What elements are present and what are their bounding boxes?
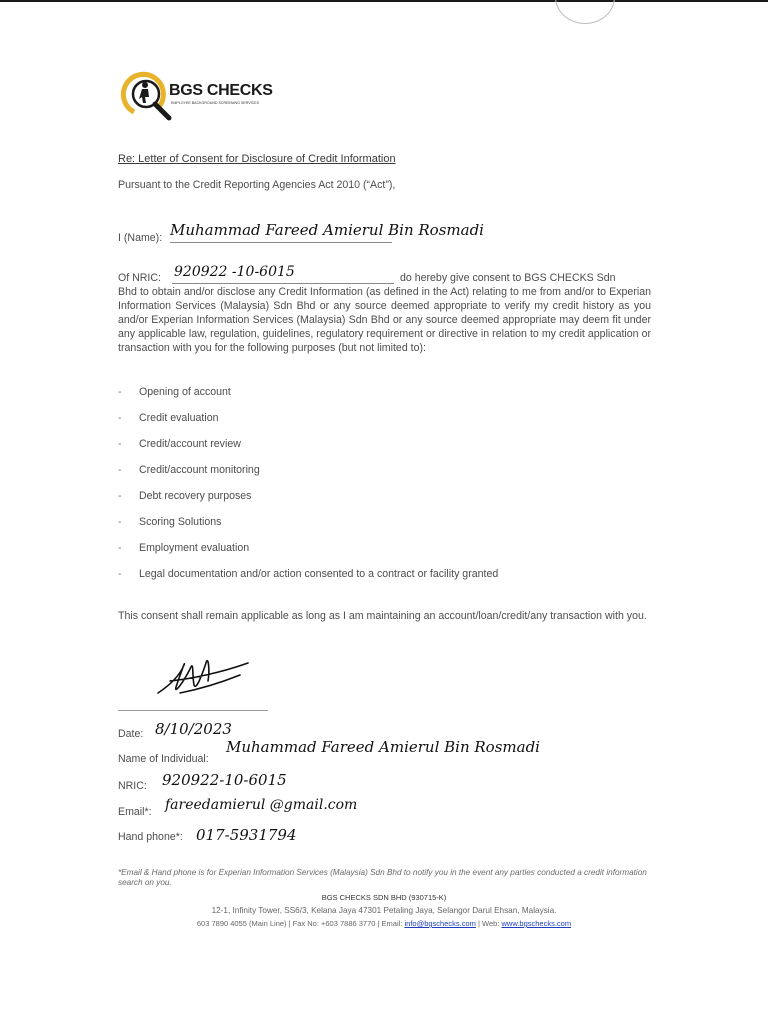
nric-line [172, 283, 394, 284]
nric-label: Of NRIC: [118, 272, 161, 284]
validity-paragraph: This consent shall remain applicable as long as I am maintaining an account/loan/credit/any transaction with you. [118, 610, 647, 622]
name-label: I (Name): [118, 232, 163, 244]
bullet-dash: - [118, 490, 122, 502]
name-handwritten: Muhammad Fareed Amierul Bin Rosmadi [170, 221, 484, 239]
individual-handwritten: Muhammad Fareed Amierul Bin Rosmadi [226, 738, 540, 756]
nric-form-label: NRIC: [118, 780, 147, 792]
footer-email-link[interactable]: info@bgschecks.com [404, 919, 476, 928]
list-item: Debt recovery purposes [139, 490, 252, 502]
list-item: Credit/account monitoring [139, 464, 260, 476]
company-logo [118, 68, 288, 124]
signature-icon [150, 645, 260, 705]
bullet-dash: - [118, 568, 122, 580]
pursuant-line: Pursuant to the Credit Reporting Agencies Act 2010 (“Act”), [118, 179, 396, 191]
phone-label: Hand phone*: [118, 831, 183, 843]
scan-top-edge [0, 0, 768, 2]
footer-contact [0, 919, 768, 928]
list-item: Credit/account review [139, 438, 241, 450]
list-item: Employment evaluation [139, 542, 250, 554]
bullet-dash: - [118, 542, 122, 554]
bullet-dash: - [118, 386, 122, 398]
list-item: Credit evaluation [139, 412, 219, 424]
consent-paragraph: Bhd to obtain and/or disclose any Credit Information (as defined in the Act) relating to me from and/or to Experian Information Services (Malaysia) Sdn Bhd or any source deemed appropriate to verify my credit history as you and/or Experian Information Services (Malaysia) Sdn Bhd or any source deemed appropriate may deem fit under any applicable law, regulation, guidelines, regulatory requirement or directive in relation to my credit application or transaction with you for the following purposes (but not limited to): [118, 286, 651, 354]
list-item: Opening of account [139, 386, 231, 398]
footer-web-link[interactable]: www.bgschecks.com [501, 919, 572, 928]
footer-address: 12-1, Infinity Tower, SS6/3, Kelana Jaya 47301 Petaling Jaya, Selangor Darul Ehsan, Malaysia. [211, 906, 557, 915]
date-handwritten: 8/10/2023 [155, 720, 232, 738]
bullet-dash: - [118, 516, 122, 528]
scan-punch-hole [555, 0, 615, 24]
logo-brand-text: BGS CHECKS [169, 82, 273, 99]
bullet-dash: - [118, 412, 122, 424]
email-handwritten: fareedamierul @gmail.com [165, 797, 358, 813]
logo-tagline: EMPLOYEE BACKGROUND SCREENING SERVICES [171, 101, 260, 105]
letter-subject: Re: Letter of Consent for Disclosure of Credit Information [118, 153, 396, 165]
date-label: Date: [118, 728, 144, 740]
phone-handwritten: 017-5931794 [196, 826, 297, 844]
individual-label: Name of Individual: [118, 753, 209, 765]
signature-line [118, 710, 268, 711]
list-item: Scoring Solutions [139, 516, 222, 528]
list-item: Legal documentation and/or action consented to a contract or facility granted [139, 568, 499, 580]
bullet-dash: - [118, 438, 122, 450]
email-label: Email*: [118, 806, 152, 818]
bullet-dash: - [118, 464, 122, 476]
nric-handwritten: 920922 -10-6015 [174, 264, 295, 280]
consent-line-1: do hereby give consent to BGS CHECKS Sdn [400, 272, 616, 284]
footer-contact-prefix: 603 7890 4055 (Main Line) | Fax No: +603 7886 3770 | Email: [196, 919, 403, 928]
name-line [170, 242, 392, 243]
footer-web-prefix: | Web: [477, 919, 500, 928]
footer-company: BGS CHECKS SDN BHD (930715-K) [321, 893, 447, 902]
nric-form-handwritten: 920922-10-6015 [162, 771, 287, 789]
footer-note: *Email & Hand phone is for Experian Information Services (Malaysia) Sdn Bhd to notify you in the event any parties conducted a credit information search on you. [118, 868, 647, 887]
